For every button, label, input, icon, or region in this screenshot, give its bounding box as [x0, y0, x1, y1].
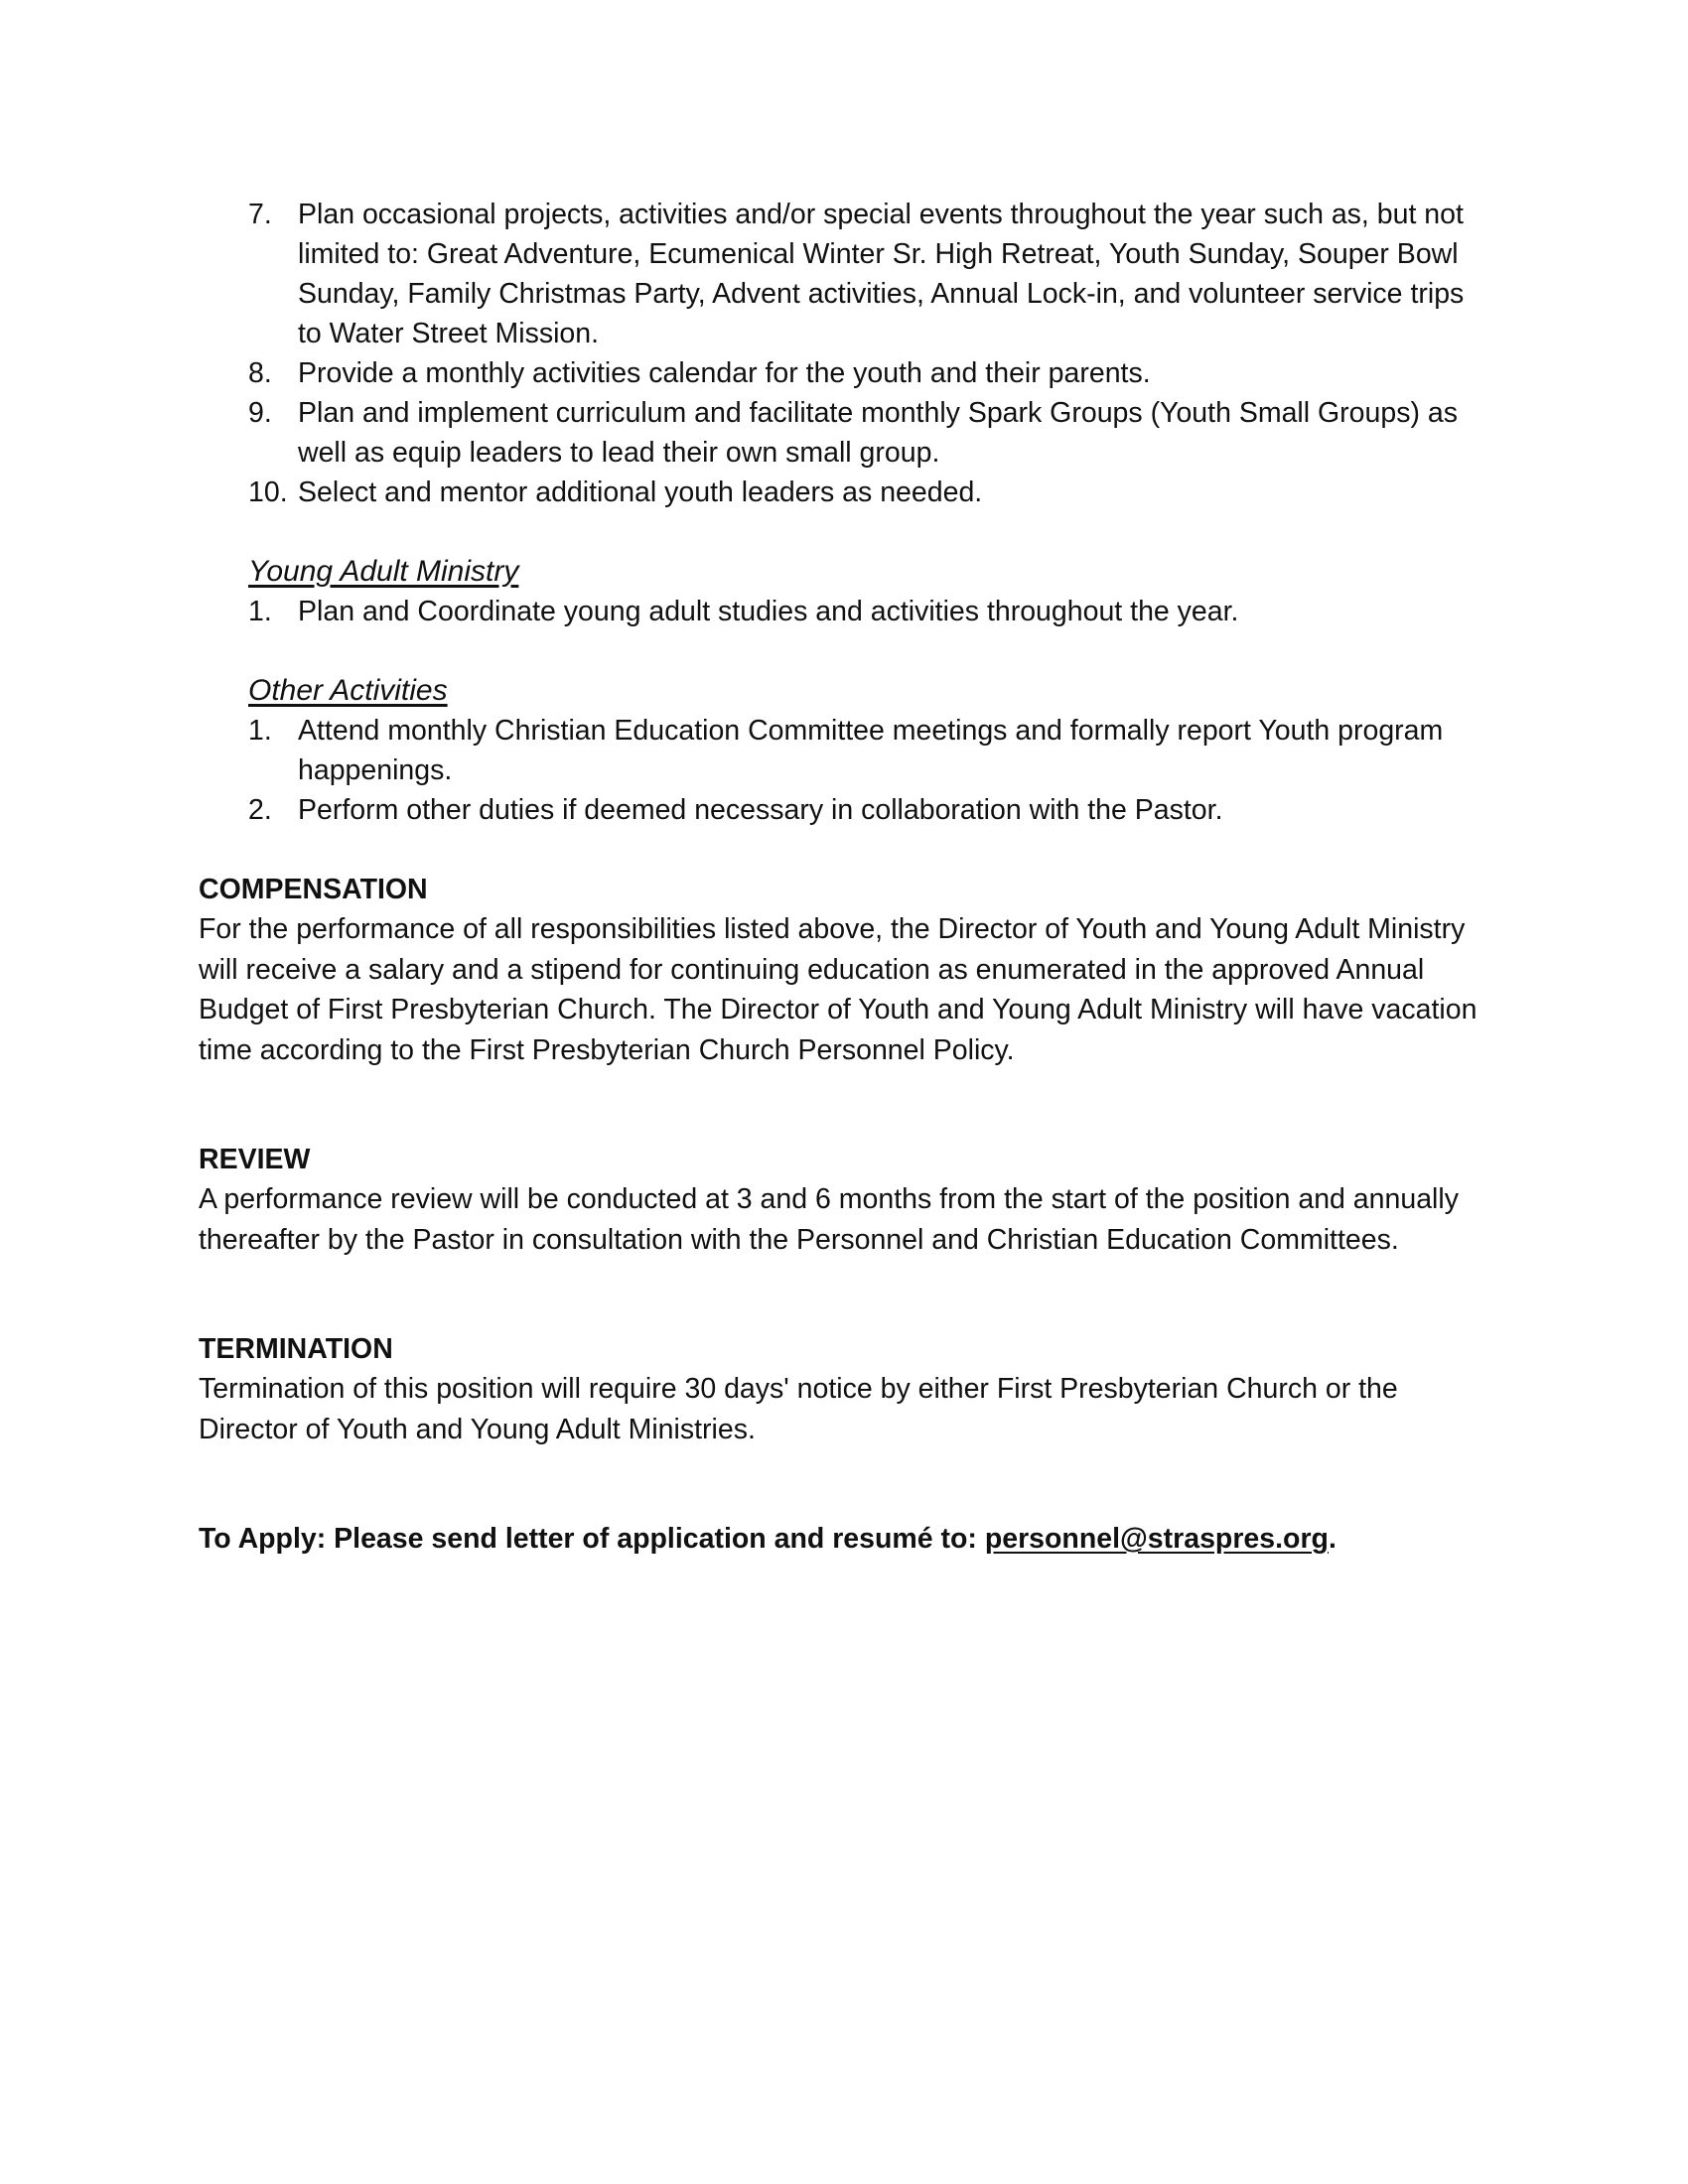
compensation-body: For the performance of all responsibilities listed above, the Director of Youth and Young Adult Ministry will receive a salary and a stipend for continuing education as enumerated in the approved Annual Budget of First Presbyterian Church. The Director of Youth and Young Adult Ministry will have vacation time according to the First Presbyterian Church Personnel Policy.: [199, 913, 1477, 1066]
list-item-text: Perform other duties if deemed necessary in collaboration with the Pastor.: [298, 794, 1223, 826]
spacer: [199, 830, 1489, 870]
list-item-text: Plan occasional projects, activities and/or special events throughout the year such as, but not limited to: Great Adventure, Ecumenical Winter Sr. High Retreat, Youth Sunday, Souper Bowl Sunday, Family Christmas Party, Advent activities, Annual Lock-in, and volunteer service trips to Water Street Mission.: [298, 199, 1465, 349]
spacer: [199, 1070, 1489, 1140]
list-item-number: 1.: [248, 596, 272, 627]
apply-instructions: [199, 1519, 1489, 1559]
document-page: [199, 195, 1489, 1559]
apply-email-link[interactable]: personnel@straspres.org: [984, 1523, 1329, 1555]
list-item: [248, 473, 1489, 512]
list-item: [248, 711, 1489, 790]
list-item: [248, 592, 1489, 631]
list-item: [248, 353, 1489, 393]
termination-body: Termination of this position will require 30 days' notice by either First Presbyterian Church or the Director of Youth and Young Adult Ministries.: [199, 1373, 1398, 1445]
apply-period: .: [1328, 1523, 1336, 1555]
young-adult-duties-list: [199, 592, 1489, 631]
compensation-title: COMPENSATION: [199, 874, 428, 905]
spacer: [199, 1449, 1489, 1519]
list-item: [248, 393, 1489, 473]
list-item: [248, 790, 1489, 830]
list-item-number: 2.: [248, 794, 272, 826]
list-item-text: Provide a monthly activities calendar for the youth and their parents.: [298, 357, 1151, 389]
list-item-text: Attend monthly Christian Education Committee meetings and formally report Youth program happenings.: [298, 715, 1444, 786]
list-item-number: 7.: [248, 199, 272, 230]
list-item-number: 9.: [248, 397, 272, 429]
spacer: [199, 1260, 1489, 1329]
list-item-text: Plan and Coordinate young adult studies and activities throughout the year.: [298, 596, 1239, 627]
review-body: A performance review will be conducted at 3 and 6 months from the start of the position and annually thereafter by the Pastor in consultation with the Personnel and Christian Education Committees.: [199, 1183, 1459, 1256]
other-duties-list: [199, 711, 1489, 830]
list-item-number: 10.: [248, 477, 288, 508]
list-item-text: Plan and implement curriculum and facilitate monthly Spark Groups (Youth Small Groups) as well as equip leaders to lead their own small group.: [298, 397, 1458, 469]
apply-text: To Apply: Please send letter of application and resumé to:: [199, 1523, 985, 1555]
list-item: [248, 195, 1489, 353]
termination-title: TERMINATION: [199, 1333, 393, 1365]
young-adult-ministry-heading: Young Adult Ministry: [248, 555, 519, 588]
review-title: REVIEW: [199, 1144, 311, 1175]
other-activities-heading: Other Activities: [248, 674, 448, 707]
list-item-text: Select and mentor additional youth leaders as needed.: [298, 477, 983, 508]
youth-duties-list: [199, 195, 1489, 512]
list-item-number: 8.: [248, 357, 272, 389]
list-item-number: 1.: [248, 715, 272, 747]
